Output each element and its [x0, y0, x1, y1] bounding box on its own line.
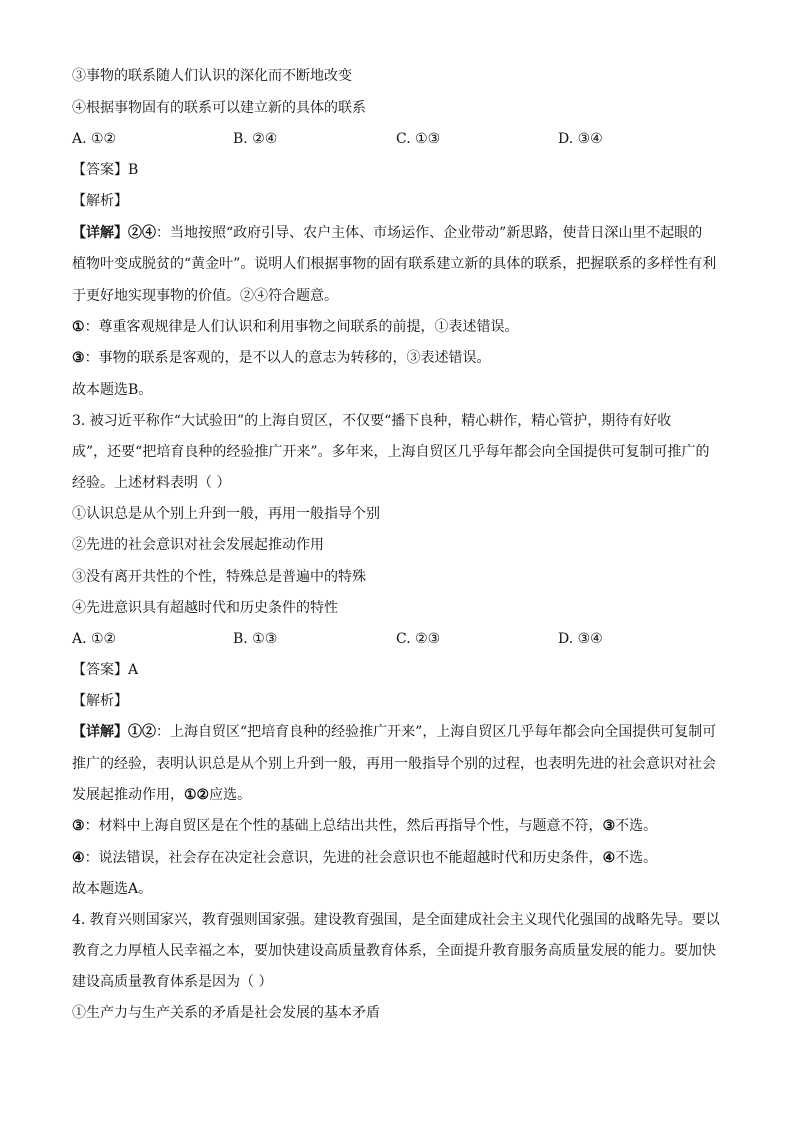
q3-note-1-tag: ③ [72, 818, 85, 834]
q3-detail-line-3 [72, 785, 732, 805]
q2-statement-4: ④根据事物固有的联系可以建立新的具体的联系 [72, 100, 366, 116]
q3-detail-text: ：上海自贸区“把培育良种的经验推广开来”，上海自贸区几乎每年都会向全国提供可复制可 [156, 724, 717, 740]
q3-note-1 [72, 816, 732, 836]
q2-statement-3: ③事物的联系随人们认识的深化而不断地改变 [72, 68, 352, 84]
q3-detail-l3-tag: ①② [184, 787, 210, 803]
q3-detail-tag: 【详解】①② [72, 724, 156, 740]
q2-option-b: B. ②④ [233, 131, 278, 147]
q3-detail-l3-a: 发展起推动作用， [72, 787, 184, 803]
q2-note-1-tag: ① [72, 319, 85, 335]
q3-analysis-label: 【解析】 [72, 693, 128, 709]
q3-statement-4: ④先进意识具有超越时代和历史条件的特性 [72, 600, 338, 616]
q2-conclusion: 故本题选B。 [72, 382, 153, 398]
q2-detail-line-3: 于更好地实现事物的价值。②④符合题意。 [72, 288, 338, 304]
q2-detail-text: ：当地按照“政府引导、农户主体、市场运作、企业带动”新思路，使昔日深山里不起眼的 [156, 225, 703, 241]
q3-note-2-text: ：说法错误，社会存在决定社会意识，先进的社会意识也不能超越时代和历史条件， [84, 850, 603, 866]
q2-note-1 [72, 317, 732, 337]
q3-answer: 【答案】A [72, 662, 139, 678]
q2-answer: 【答案】B [72, 162, 139, 178]
q3-statement-1: ①认识总是从个别上升到一般，再用一般指导个别 [72, 506, 380, 522]
q2-option-c: C. ①③ [396, 131, 441, 147]
q2-detail-tag: 【详解】②④ [72, 225, 156, 241]
q3-note-2-tag: ④ [72, 850, 85, 866]
q2-detail-line-2: 植物叶变成脱贫的“黄金叶”。说明人们根据事物的固有联系建立新的具体的联系，把握联系的多样性有利 [72, 256, 717, 272]
q3-note-1-text: ：材料中上海自贸区是在个性的基础上总结出共性，然后再指导个性，与题意不符， [84, 818, 603, 834]
q4-stem-line-1: 4. 教育兴则国家兴，教育强则国家强。建设教育强国，是全面建成社会主义现代化强国的战略先导。要以 [72, 912, 720, 928]
q2-option-d: D. ③④ [558, 131, 603, 147]
q3-option-b: B. ①③ [233, 631, 278, 647]
q3-note-1-tag2: ③ [602, 818, 616, 834]
q4-stem-line-3: 建设高质量教育体系是因为（ ） [72, 974, 273, 990]
q3-detail-l3-b: 应选。 [209, 787, 252, 803]
q3-option-a: A. ①② [72, 631, 117, 647]
q3-stem-line-1: 3. 被习近平称作“大试验田”的上海自贸区，不仅要“播下良种，精心耕作，精心管护，期待有好收 [72, 413, 672, 429]
q2-note-2-text: ：事物的联系是客观的，是不以人的意志为转移的，③表述错误。 [84, 350, 491, 366]
q3-note-2-tag2: ④ [602, 850, 616, 866]
q2-note-1-text: ：尊重客观规律是人们认识和利用事物之间联系的前提，①表述错误。 [84, 319, 519, 335]
q3-note-2 [72, 848, 732, 868]
q2-detail-line-1 [72, 223, 732, 243]
q3-note-1-end: 不选。 [615, 818, 658, 834]
q2-analysis-label: 【解析】 [72, 193, 128, 209]
q3-note-2-end: 不选。 [615, 850, 658, 866]
q3-conclusion: 故本题选A。 [72, 881, 153, 897]
q3-detail-line-1 [72, 722, 732, 742]
q4-stem-line-2: 教育之力厚植人民幸福之本，要加快建设高质量教育体系，全面提升教育服务高质量发展的能力。要加快 [72, 943, 716, 959]
q3-detail-line-2: 推广的经验，表明认识总是从个别上升到一般，再用一般指导个别的过程，也表明先进的社会意识对社会 [72, 756, 716, 772]
q2-note-2 [72, 348, 732, 368]
q3-stem-line-2: 成”，还要“把培育良种的经验推广开来”。多年来，上海自贸区几乎每年都会向全国提供可复制可推广的 [72, 444, 710, 460]
q3-stem-line-3: 经验。上述材料表明（ ） [72, 475, 231, 491]
q3-statement-2: ②先进的社会意识对社会发展起推动作用 [72, 537, 324, 553]
q2-note-2-tag: ③ [72, 350, 85, 366]
q4-statement-1: ①生产力与生产关系的矛盾是社会发展的基本矛盾 [72, 1005, 380, 1021]
q3-option-c: C. ②③ [396, 631, 441, 647]
q3-statement-3: ③没有离开共性的个性，特殊总是普遍中的特殊 [72, 569, 366, 585]
q2-option-a: A. ①② [72, 131, 117, 147]
q3-option-d: D. ③④ [558, 631, 603, 647]
